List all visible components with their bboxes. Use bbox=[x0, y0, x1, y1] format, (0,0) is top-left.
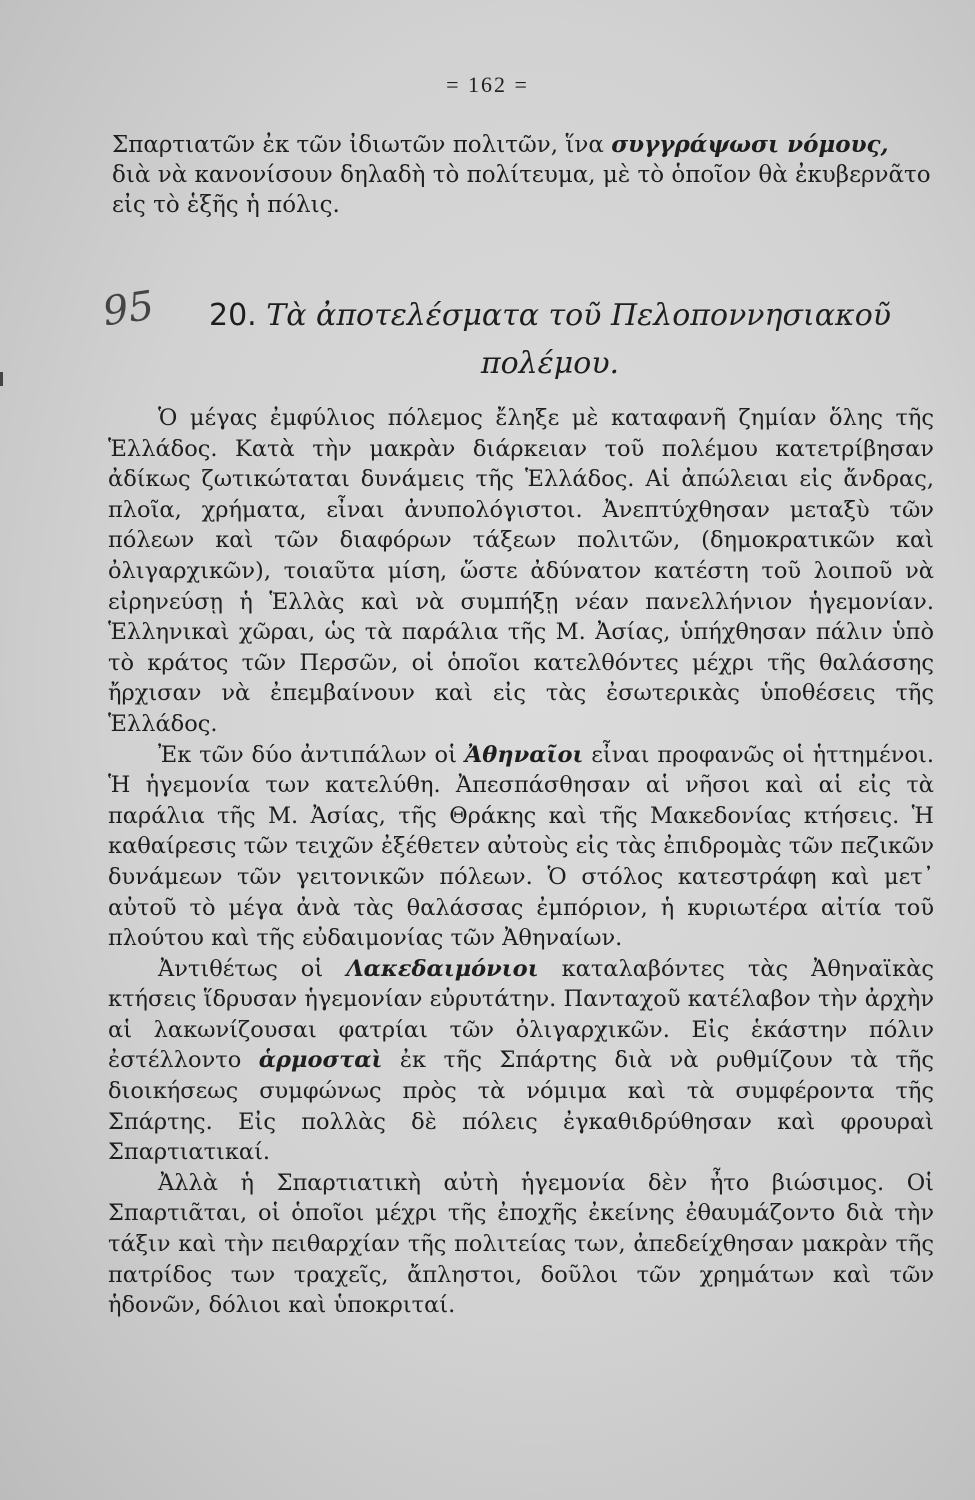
handwritten-margin-note: 95 bbox=[100, 282, 157, 336]
paragraph-text: Ἀλλὰ ἡ Σπαρτιατικὴ αὐτὴ ἡγεμονία δὲν ἦτο βιώσιμος. Οἱ Σπαρτιᾶται, οἱ ὁποῖοι μέχρι τῆς ἐποχῆς ἐκείνης ἐθαυμάζοντο διὰ τὴν τάξιν καὶ τὴν πειθαρχίαν τῆς πολιτείας των, ἀπεδείχθησαν μακρὰν τῆς πατρίδος των τραχεῖς, ἄπληστοι, δοῦλοι τῶν χρημάτων καὶ τῶν ἡδονῶν, δόλιοι καὶ ὑποκριταί. bbox=[108, 1169, 934, 1319]
paragraph-text: ἐκ τῆς Σπάρτης διὰ νὰ ρυθμίζουν τὰ τῆς διοικήσεως συμφώνως πρὸς τὰ νόμιμα καὶ τὰ συμφέροντα τῆς Σπάρτης. Εἰς πολλὰς δὲ πόλεις ἐγκαθιδρύθησαν καὶ φρουραὶ Σπαρτιατικαί. bbox=[108, 1047, 934, 1166]
body-paragraph bbox=[108, 403, 934, 740]
paragraph-text: Ἀντιθέτως οἱ bbox=[158, 955, 347, 982]
emphasized-term: ἁρμοσταὶ bbox=[258, 1047, 383, 1074]
margin-edge-mark bbox=[0, 372, 3, 386]
continued-paragraph bbox=[112, 130, 932, 220]
paragraph-text: Ὁ μέγας ἐμφύλιος πόλεμος ἔληξε μὲ καταφανῆ ζημίαν ὅλης τῆς Ἑλλάδος. Κατὰ τὴν μακρὰν διάρκειαν τοῦ πολέμου κατετρίβησαν ἀδίκως ζωτικώταται δυνάμεις τῆς Ἑλλάδος. Αἱ ἀπώλειαι εἰς ἄνδρας, πλοῖα, χρήματα, εἶναι ἀνυπολόγιστοι. Ἀνεπτύχθησαν μεταξὺ τῶν πόλεων καὶ τῶν διαφόρων τάξεων πολιτῶν, (δημοκρατικῶν καὶ ὀλιγαρχικῶν), τοιαῦτα μίση, ὥστε ἀδύνατον κατέστη τοῦ λοιποῦ νὰ εἰρηνεύσῃ ἡ Ἑλλὰς καὶ νὰ συμπήξῃ νέαν πανελλήνιον ἡγεμονίαν. Ἑλληνικαὶ χῶραι, ὡς τὰ παράλια τῆς Μ. Ἀσίας, ὑπήχθησαν πάλιν ὑπὸ τὸ κράτος τῶν Περσῶν, οἱ ὁποῖοι κατελθόντες μέχρι τῆς θαλάσσης ἤρχισαν νὰ ἐπεμβαίνουν καὶ εἰς τὰς ἐσωτερικὰς ὑποθέσεις τῆς Ἑλλάδος. bbox=[108, 405, 934, 737]
body-paragraph bbox=[108, 954, 934, 1168]
paragraph-text: εἶναι προφανῶς οἱ ἡττημένοι. Ἡ ἡγεμονία των κατελύθη. Ἀπεσπάσθησαν αἱ νῆσοι καὶ αἱ εἰς τὰ παράλια τῆς Μ. Ἀσίας, τῆς Θράκης καὶ τῆς Μακεδονίας κτήσεις. Ἡ καθαίρεσις τῶν τειχῶν ἐξέθετεν αὐτοὺς εἰς τὰς ἐπιδρομὰς τῶν πεζικῶν δυνάμεων τῶν γειτονικῶν πόλεων. Ὁ στόλος κατεστράφη καὶ μετ᾽ αὐτοῦ τὸ μέγα ἀνὰ τὰς θαλάσσας ἐμπόριον, ἡ κυριωτέρα αἰτία τοῦ πλούτου καὶ τῆς εὐδαιμονίας τῶν Ἀθηναίων. bbox=[108, 741, 934, 952]
emphasized-term: Ἀθηναῖοι bbox=[464, 741, 584, 768]
body-paragraph bbox=[108, 1168, 934, 1321]
paragraph-text: καταλαβόντες τὰς Ἀθηναϊκὰς κτήσεις ἵδρυσαν ἡγεμονίαν εὐρυτάτην. Πανταχοῦ κατέλαβον τὴν ἀρχὴν αἱ λακωνίζουσαι φατρίαι τῶν ὀλιγαρχικῶν. Εἰς ἑκάστην πόλιν ἐστέλλοντο bbox=[108, 955, 934, 1074]
continued-text-rest: διὰ νὰ κανονίσουν δηλαδὴ τὸ πολίτευμα, μὲ τὸ ὁποῖον θὰ ἐκυβερνᾶτο εἰς τὸ ἑξῆς ἡ πόλις. bbox=[112, 162, 931, 218]
page-number: = 162 = bbox=[446, 72, 529, 97]
section-body bbox=[108, 403, 934, 1321]
continued-text-emphasis: συγγράψωσι νόμους, bbox=[611, 131, 889, 158]
body-paragraph bbox=[108, 740, 934, 954]
section-title-line2: πολέμου. bbox=[480, 346, 620, 381]
paragraph-text: Ἐκ τῶν δύο ἀντιπάλων οἱ bbox=[158, 741, 465, 768]
section-number: 20. bbox=[208, 298, 257, 333]
section-title-line1: Τὰ ἀποτελέσματα τοῦ Πελοποννησιακοῦ bbox=[266, 298, 891, 333]
emphasized-term: Λακεδαιμόνιοι bbox=[346, 955, 539, 982]
section-heading bbox=[180, 292, 920, 388]
continued-text-start: Σπαρτιατῶν ἐκ τῶν ἰδιωτῶν πολιτῶν, ἵνα bbox=[112, 132, 604, 158]
